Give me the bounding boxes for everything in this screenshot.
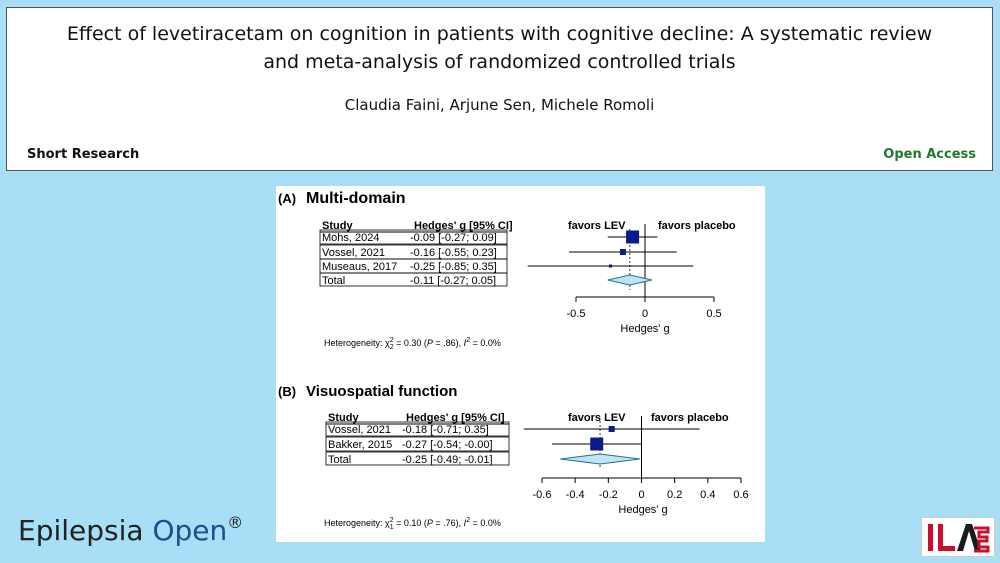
panel-b-ci-header: Hedges' g [95% CI] [406, 412, 505, 424]
open-access-label: Open Access [883, 147, 976, 162]
ilae-logo [921, 517, 995, 557]
panel-a-row-1-study: Mohs, 2024 [322, 232, 380, 244]
panel-b-row-1-square [609, 426, 615, 432]
panel-b-x-tick-label-0: -0.6 [532, 489, 552, 501]
panel-b-title: Visuospatial function [306, 383, 458, 400]
author-list: Claudia Faini, Arjune Sen, Michele Romoli [344, 96, 655, 114]
logo-letter-l [938, 524, 955, 551]
panel-b-x-axis-label: Hedges' g [618, 504, 668, 516]
logo-letter-i [928, 524, 933, 551]
panel-b-x-tick-label-5: 0.4 [700, 489, 716, 501]
panel-a-row-2-study: Vossel, 2021 [322, 247, 385, 259]
panel-b-x-tick-label-4: 0.2 [667, 489, 683, 501]
panel-b-x-tick-label-6: 0.6 [733, 489, 749, 501]
title-line-2: and meta-analysis of randomized controlled trials [263, 51, 736, 73]
panel-b-row-1-ci-text: -0.18 [-0.71; 0.35] [402, 424, 489, 436]
forest-plot-svg [276, 186, 765, 542]
panel-a-x-tick-label-2: 0.5 [706, 308, 722, 320]
panel-b-label: (B) [278, 384, 297, 399]
panel-b-row-2-study: Bakker, 2015 [328, 439, 393, 451]
panel-b-x-tick-label-3: 0 [638, 489, 645, 501]
panel-b-pooled-diamond [560, 454, 640, 464]
panel-b-favors-right-label: favors placebo [651, 412, 729, 424]
article-header [6, 7, 993, 171]
panel-b-x-tick-label-2: -0.2 [598, 489, 618, 501]
article-title [7, 20, 992, 76]
panel-b-heterogeneity-text: Heterogeneity: $\chi^2$ 1 = 0.10 (P = .76), $I^2 = 0.0\%$ [324, 517, 501, 531]
forest-plot-figure [276, 186, 765, 542]
panel-b-favors-left-label: favors LEV [568, 412, 626, 424]
panel-b-total-study: Total [328, 454, 352, 466]
panel-a-x-tick-label-0: -0.5 [566, 308, 586, 320]
panel-a-row-2-ci-text: -0.16 [-0.55; 0.23] [410, 247, 497, 259]
panel-a-row-2-square [620, 249, 626, 255]
panel-b-x-tick-label-1: -0.4 [565, 489, 585, 501]
article-type-label: Short Research [27, 147, 140, 162]
registered-mark: ® [227, 513, 244, 532]
panel-a-x-axis-label: Hedges' g [620, 323, 670, 335]
panel-a-x-tick-label-1: 0 [641, 308, 649, 320]
panel-a-row-3-square [609, 265, 612, 268]
panel-a-total-ci-text: -0.11 [-0.27; 0.05] [410, 275, 497, 287]
panel-a-favors-right-label: favors placebo [658, 220, 736, 232]
ilae-logo-mark [922, 518, 994, 556]
journal-name-part1: Epilepsia [18, 514, 153, 547]
panel-a-row-3-ci-text: -0.25 [-0.85; 0.35] [410, 261, 497, 273]
panel-a-row-1-ci-text: -0.09 [-0.27; 0.09] [410, 232, 497, 244]
panel-a-row-1-square [626, 231, 639, 244]
panel-a-favors-left-label: favors LEV [568, 220, 626, 232]
panel-b-total-ci-text: -0.25 [-0.49; -0.01] [402, 454, 493, 466]
title-line-1: Effect of levetiracetam on cognition in patients with cognitive decline: A systematic review [66, 23, 933, 45]
panel-a-row-3-study: Museaus, 2017 [322, 261, 398, 273]
panel-a-total-study: Total [322, 275, 346, 287]
panel-a-label: (A) [278, 191, 297, 206]
panel-a-title: Multi-domain [306, 190, 406, 207]
panel-b-row-2-ci-text: -0.27 [-0.54; -0.00] [402, 439, 493, 451]
panel-a-heterogeneity-text: Heterogeneity: $\chi^2$ 2 = 0.30 (P = .86), $I^2 = 0.0\%$ [324, 337, 501, 351]
journal-name [18, 513, 243, 547]
panel-b-row-2-square [590, 438, 603, 451]
panel-b-study-header: Study [328, 412, 359, 424]
panel-a-ci-header: Hedges' g [95% CI] [414, 220, 513, 232]
panel-a-study-header: Study [322, 220, 353, 232]
panel-b-row-1-study: Vossel, 2021 [328, 424, 391, 436]
journal-name-part2: Open [152, 514, 228, 547]
